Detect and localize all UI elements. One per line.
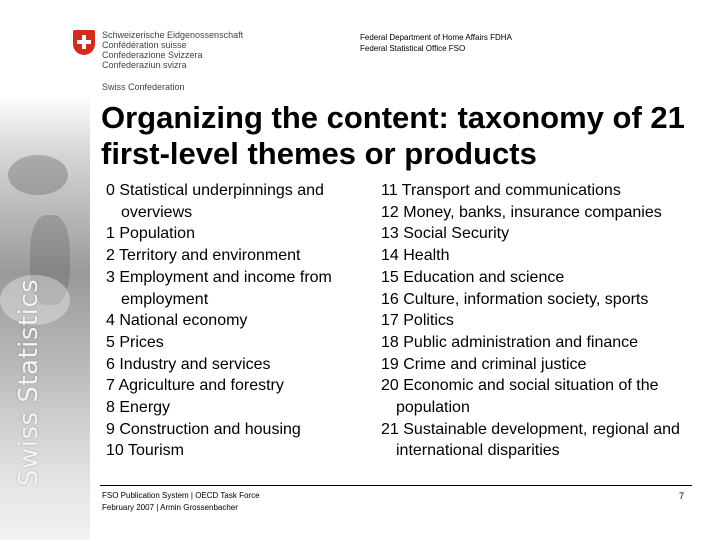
theme-item: 1 Population — [106, 225, 195, 243]
confederation-line: Schweizerische Eidgenossenschaft — [102, 30, 244, 40]
themes-left-column — [106, 180, 366, 462]
photo-texture — [8, 155, 68, 195]
confederation-line: Confederazione Svizzera — [102, 50, 203, 60]
theme-item: 5 Prices — [106, 333, 164, 351]
slide-title: Organizing the content: taxonomy of 21 first-level themes or products — [101, 100, 685, 171]
theme-item: 8 Energy — [106, 399, 171, 417]
theme-item: 10 Tourism — [106, 442, 184, 460]
theme-item: 14 Health — [381, 247, 450, 265]
office-name: Federal Statistical Office FSO — [360, 44, 466, 53]
theme-item: 19 Crime and criminal justice — [381, 355, 587, 373]
footer — [102, 490, 260, 514]
theme-item: 2 Territory and environment — [106, 247, 301, 265]
theme-item: 12 Money, banks, insurance companies — [381, 203, 662, 221]
theme-item: 16 Culture, information society, sports — [381, 290, 649, 308]
theme-item: 21 Sustainable development, regional and international disparities — [381, 420, 680, 460]
theme-item: 0 Statistical underpinnings and overviews — [106, 182, 324, 221]
theme-item: 13 Social Security — [381, 225, 510, 243]
confederation-line: Confédération suisse — [102, 40, 187, 50]
theme-item: 4 National economy — [106, 312, 248, 330]
themes-right-column — [381, 180, 701, 462]
confederation-line: Confederaziun svizra — [102, 60, 187, 70]
confederation-english: Swiss Confederation — [102, 82, 185, 92]
footer-line: February 2007 | Armin Grossenbacher — [102, 503, 238, 512]
theme-item: 18 Public administration and finance — [381, 333, 639, 351]
theme-item: 11 Transport and communications — [381, 182, 621, 199]
swiss-crest-icon — [73, 30, 95, 55]
footer-line: FSO Publication System | OECD Task Force — [102, 491, 260, 500]
theme-item: 20 Economic and social situation of the population — [381, 377, 659, 417]
theme-item: 17 Politics — [381, 312, 454, 330]
theme-item: 3 Employment and income from employment — [106, 268, 332, 308]
footer-divider — [100, 485, 692, 486]
confederation-names — [102, 30, 243, 70]
swiss-statistics-brand: Swiss Statistics — [14, 278, 44, 486]
theme-item: 15 Education and science — [381, 268, 565, 286]
theme-item: 6 Industry and services — [106, 355, 271, 373]
theme-item: 7 Agriculture and forestry — [106, 377, 284, 395]
department-block — [360, 32, 512, 54]
theme-item: 9 Construction and housing — [106, 420, 301, 438]
department-name: Federal Department of Home Affairs FDHA — [360, 33, 512, 42]
page-number: 7 — [679, 491, 685, 501]
